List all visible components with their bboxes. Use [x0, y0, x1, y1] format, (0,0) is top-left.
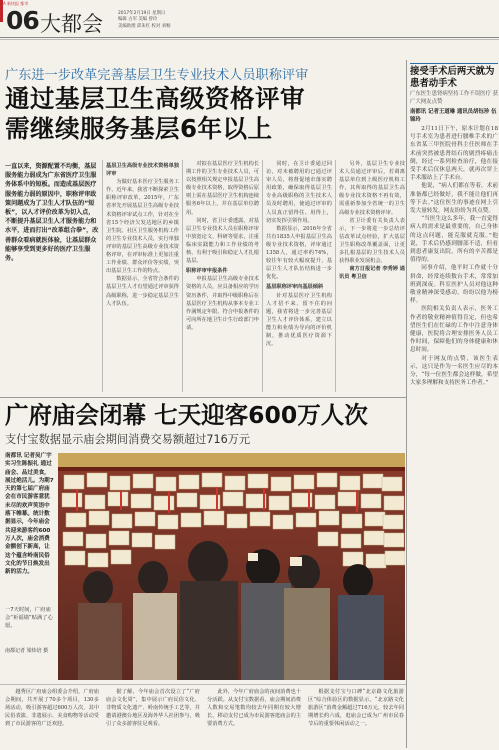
sidebar-paragraph: 2月11日下午，原本计划在18号手术室为患者进行腰椎手术的广东省某三甲医院骨科主任医师在手术前突然被患肾结石的剧烈疼痛击倒，经过一系列检查治疗，他在接受手术后仅休息两天，就再次穿上手术服站上了手术台。	[410, 126, 498, 182]
photo-credit: 南都记者 梁炜培 摄	[5, 648, 49, 654]
header-rule-thin	[0, 39, 499, 40]
sidebar-byline: 南都讯 记者王道琳 通讯员胡钰珍 伍锦玲	[410, 109, 497, 123]
byline: 南方日报记者 李秀婷 通讯员 粤卫信	[339, 266, 405, 281]
column-divider	[102, 160, 103, 392]
lead-kicker: 广东进一步改革完善基层卫生专业技术人员职称评审	[5, 68, 309, 83]
column-divider	[335, 160, 336, 392]
story2-column-2	[106, 688, 200, 748]
sidebar-paragraph: 对于网友的点赞，该医生表示，这只是作为一名医生应尽的本分，“每一位医生都会这样做，希望大家多理解和支持医务工作者。”	[410, 355, 498, 387]
story2-column-3-text: 此外，今年广府庙会的夜间消费也十分活跃。从支付宝数据看，庙会期间消费人数和交易笔数均较去年同期有较大增长，移动支付已成为市民游客逛庙会的主要消费方式。	[207, 689, 301, 728]
paragraph: 对拟在基层医疗卫生机构长期工作的卫生专业技术人员，可以按照相关规定申报基层卫生高级专业技术资格，取得资格后原则上需在基层医疗卫生机构连续服务6年以上，并在基层单位聘用。	[186, 161, 259, 216]
section-name: 大都会	[40, 12, 103, 36]
issue-date: 2017年2月19日 星期日	[118, 11, 166, 16]
issue-proofreaders: 美编助理 邱朱红 校对 刘畅	[118, 23, 171, 29]
sidebar-paragraph: 医院相关负责人表示，医务工作者的敬业精神值得肯定，但也希望医生们在忙碌的工作中注意身体健康，医院将合理安排医务人员工作时间，保障他们的身体健康和休息时间。	[410, 306, 498, 354]
issue-editors: 编辑 古军 美编 曾玲	[118, 17, 158, 23]
paragraph: 为做好基本医疗卫生服务工作，近年来，我省不断探索卫生职称评审改革。2015年，广东省率先开展基层卫生高级专业技术资格评审试点工作，针对在全省15个经济欠发达地区的乡镇卫生院、社区卫生服务机构工作的卫生专业技术人员，实行单独评审的基层卫生高级专业技术资格评审，在评审标准上更加注重工作业绩、群众评价等实绩，突出基层卫生工作的特点。	[106, 179, 179, 275]
lead-column-4	[339, 160, 405, 392]
photo-caption: 一7天时间，广府庙会“祈福墙”贴满了心愿。	[5, 607, 53, 629]
lead-intro: 一直以来，资源配置不均衡，基层服务能力弱成为广东省医疗卫生服务体系中的短板。而造成基层医疗服务能力弱的原因中，职称评审政策问题成为了卫生人才队伍的“短板”，以人才评价改革为切入点，不断提升基层卫生人才服务能力和水平，进而打出“改革组合拳”，改善群众看病就医体验，让基层群众能够享受到更多好的医疗卫生服务。	[5, 163, 99, 263]
sidebar-divider	[406, 60, 407, 748]
subheading: 基层职称评审向基层倾斜	[266, 284, 324, 291]
paragraph: 另外，基层卫生专业技术人员通过评审后，若调离基层单位到上级医疗机构工作，其所取得的基层卫生高级专业技术资格不再有效，需重新参加全省统一的卫生高级专业技术资格评审。	[339, 161, 405, 216]
story2-column-4	[308, 688, 404, 748]
header-rule	[0, 37, 499, 38]
subheading: 基层卫生高级专业技术资格单独评审	[106, 163, 179, 178]
sidebar-rule	[410, 63, 498, 64]
story-divider	[0, 397, 406, 398]
paragraph: 省卫计委有关负责人表示，下一步将进一步总结评估改革试点经验，扩大基层卫生职称改革覆盖面，让更多扎根基层的卫生技术人员获得职业发展机会。	[339, 217, 405, 265]
page-number: 06	[6, 6, 39, 35]
temple-fair-photo	[58, 453, 405, 680]
story2-column-1-text: 越秀区广府庙会组委会介绍，广府庙会期间，共开展了70多个项目，130多场活动，吸引游客超过600万人次，其中民俗表演、非遗展示、美食购物等活动受到了市民游客的广泛欢迎。	[5, 689, 99, 728]
paragraph: 数据显示，2016年全省共有1835人申报基层卫生高级专业技术资格，评审通过1358人，通过率约74%，较往年有较大幅度提升，基层卫生人才队伍结构进一步优化。	[266, 225, 332, 281]
story2-intro: 南都讯 记者吴广宇 实习生陈振礼 通过庙会、品过美食，展过绝活儿。为期7天的第七届广府庙会在市民游客意犹未尽的欢声笑语中落下帷幕。统计数据显示，今年庙会共迎来游客约600万人次，庙会消费金额创下新高，让这个蕴含岭南民俗文化的节日焕发出新的活力。	[5, 453, 54, 576]
story2-headline: 广府庙会闭幕 七天迎客600万人次	[5, 401, 368, 429]
column-divider	[182, 160, 183, 392]
lead-column-2	[186, 160, 259, 392]
lead-headline: 通过基层卫生高级资格评审 需继续服务基层6年以上	[5, 84, 305, 143]
sidebar-paragraph: 同事介绍，他平时工作就十分拼命，经常连续数台手术，常常加班到深夜。科室医护人员对他这种敬业精神深受感动，纷纷以他为榜样。	[410, 265, 498, 305]
subheading: 职称评审申报条件	[186, 268, 228, 275]
story2-photo	[58, 453, 405, 680]
sidebar-body	[410, 125, 498, 745]
lead-column-1	[106, 160, 179, 392]
issue-meta	[118, 11, 198, 30]
sidebar-paragraph: “当医生这么多年，我一直觉得病人的需求是最重要的，自己身体的这点问题，能克服就克服。”他说，手术后仍感到腰部不适，但看到患者康复出院，所有的辛苦都是值得的。	[410, 216, 498, 264]
paragraph: 申报基层卫生高级专业技术资格的人员，应具备相应的学历资历条件，并取得中级职称后在基层医疗卫生机构从事本专业工作满规定年限，符合申报条件的可向所在地卫生计生行政部门申请。	[186, 276, 259, 331]
story2-deck: 支付宝数据显示庙会期间消费交易额超过716万元	[5, 433, 251, 446]
paragraph: 同时，在卫计委通过回访，对未被聘用的已通过评审人员，将督促地市落实聘用政策，确保取得基层卫生专业高级职称的卫生技术人员及时聘用，使通过评审的人员真正留得住、用得上，切实发挥引领作用。	[266, 161, 332, 224]
sidebar-headline: 接受手术后两天就为患者动手术	[410, 66, 495, 89]
story2-column-4-text: 根据支付宝与口碑“北京路文化旅游区”综合体验区的数据显示，“北京路文化旅游区”消费金额超过716万元，较去年同期增长约六成，逛庙会已成为广州市民春节后的重要休闲活动之一。	[308, 689, 404, 728]
paragraph: 同时，省卫计委透露，对基层卫生专业技术人员在职称评审中放宽论文、科研等要求，注重临床实践能力和工作业绩的考核，有利于吸引和稳定人才扎根基层。	[186, 217, 259, 265]
column-divider	[262, 160, 263, 392]
story2-column-1	[5, 688, 99, 748]
bottom-rule	[0, 684, 406, 685]
paragraph: 数据显示，全省符合条件的基层卫生人才有望通过评审获得高级职称，进一步稳定基层卫生人才队伍。	[106, 276, 179, 307]
newspaper-label: A 新快报 都市	[3, 1, 29, 6]
paragraph: 针对基层医疗卫生机构人才招不来、留不住的问题，我省将进一步完善基层卫生人才评价体系，建立以能力和业绩为导向的评价机制，推动优质医疗资源下沉。	[266, 292, 332, 348]
story2-column-2-text: 据了解，今年庙会首次设立了“广府庙会文化周”，集中展示广府民俗文化、非物质文化遗产、岭南传统手工艺等，并邀请港澳台地区及海外华人社团参与，吸引了众多游客驻足观看。	[106, 689, 200, 728]
lead-column-3	[266, 160, 332, 392]
sidebar-paragraph: 他说，“病人们都在等着，术前准备都已经做好，我不能让他们再等下去。”这位医生的事迹在网上引发大量转发，网友纷纷为其点赞。	[410, 183, 498, 215]
sidebar-deck: 广东医生患肾病坚持工作不误医疗 获广大网友点赞	[410, 91, 498, 105]
story2-column-3	[207, 688, 301, 748]
